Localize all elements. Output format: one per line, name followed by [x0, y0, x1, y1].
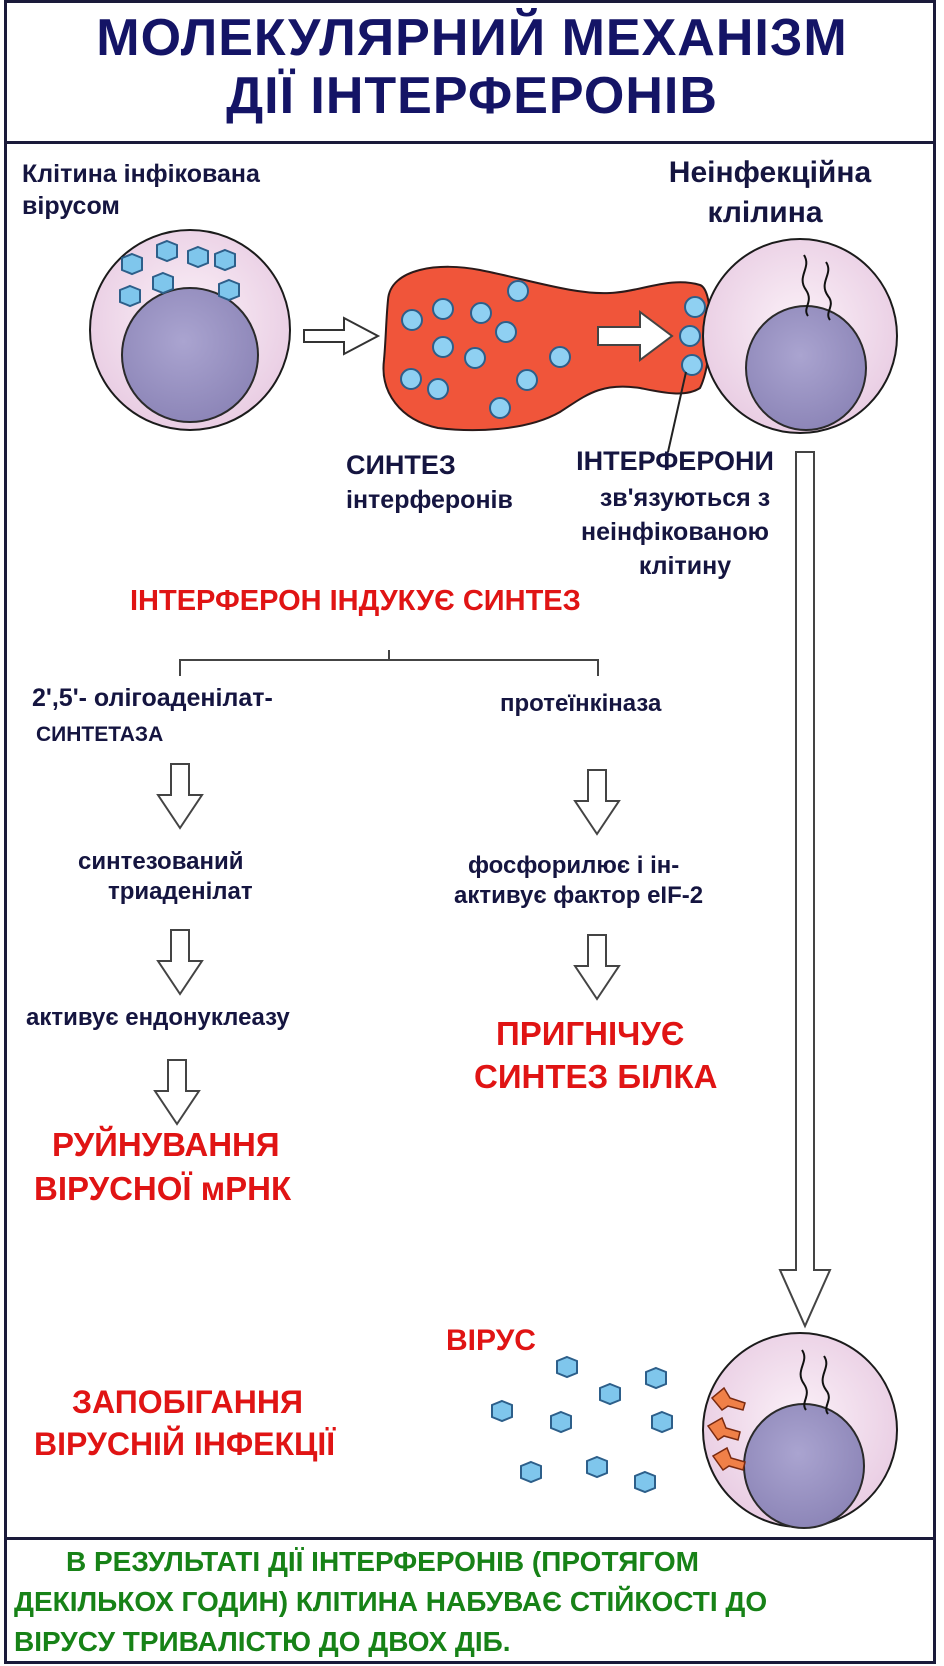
binding-label-line-1: ІНТЕРФЕРОНИ [576, 446, 774, 476]
protein-suppression-line-1: ПРИГНІЧУЄ [496, 1015, 685, 1052]
binding-label-line-3: неінфікованою [581, 518, 769, 546]
right-arrow-1 [575, 770, 619, 834]
synthesis-label-line-1: СИНТЕЗ [346, 450, 456, 480]
infected-cell-label-line-1: Клітина інфікована [22, 160, 260, 188]
binding-label-line-2: зв'язуються з [599, 484, 771, 512]
branch-connector [180, 650, 598, 676]
phosphorylates-label-line-1: фосфорилює і ін- [468, 852, 680, 879]
triadenylate-label-line-1: синтезований [78, 848, 244, 875]
page-title-line-2: ДІЇ ІНТЕРФЕРОНІВ [226, 67, 718, 125]
phosphorylates-label-line-2: активує фактор eIF-2 [454, 882, 704, 909]
induces-heading: ІНТЕРФЕРОН ІНДУКУЄ СИНТЕЗ [130, 585, 581, 617]
mrna-destruction-line-2: ВІРУСНОЇ мРНК [34, 1170, 292, 1207]
oligoadenylate-label-line-2: СИНТЕТАЗА [36, 723, 164, 746]
prevention-line-1: ЗАПОБІГАННЯ [72, 1384, 303, 1420]
conclusion-line-2: ДЕКІЛЬКОХ ГОДИН) КЛІТИНА НАБУВАЄ СТІЙКОСТІ ДО [14, 1586, 768, 1617]
infected-cell [90, 230, 290, 430]
mrna-destruction-line-1: РУЙНУВАННЯ [52, 1126, 280, 1163]
endonuclease-label: активує ендонуклеазу [26, 1004, 290, 1031]
noninfected-cell-label-line-1: Неінфекційна [668, 156, 872, 189]
conclusion-line-1: В РЕЗУЛЬТАТІ ДІЇ ІНТЕРФЕРОНІВ (ПРОТЯГОМ [66, 1546, 699, 1577]
noninfected-cell-label-line-2: клілина [707, 196, 823, 229]
virus-label: ВІРУС [446, 1324, 536, 1357]
protein-kinase-label: протеїнкіназа [500, 690, 662, 717]
left-arrow-3 [155, 1060, 199, 1124]
prevention-line-2: ВІРУСНІЙ ІНФЕКЦІЇ [34, 1426, 336, 1462]
binding-label-line-4: клітину [638, 552, 732, 580]
conclusion-line-3: ВІРУСУ ТРИВАЛІСТЮ ДО ДВОХ ДІБ. [14, 1626, 511, 1657]
right-arrow-2 [575, 935, 619, 999]
triadenylate-label-line-2: триаденілат [108, 878, 253, 905]
left-arrow-2 [158, 930, 202, 994]
protein-suppression-line-2: СИНТЕЗ БІЛКА [474, 1058, 718, 1095]
left-arrow-1 [158, 764, 202, 828]
secretion-arrow [304, 318, 378, 354]
oligoadenylate-label-line-1: 2',5'- олігоаденілат- [32, 684, 273, 712]
synthesis-label-line-2: інтерферонів [346, 486, 513, 514]
infected-cell-label-line-2: вірусом [22, 192, 120, 220]
noninfected-cell [703, 239, 897, 433]
page-title-line-1: МОЛЕКУЛЯРНИЙ МЕХАНІЗМ [96, 9, 848, 67]
free-viruses [492, 1357, 672, 1492]
long-down-arrow [780, 452, 830, 1326]
